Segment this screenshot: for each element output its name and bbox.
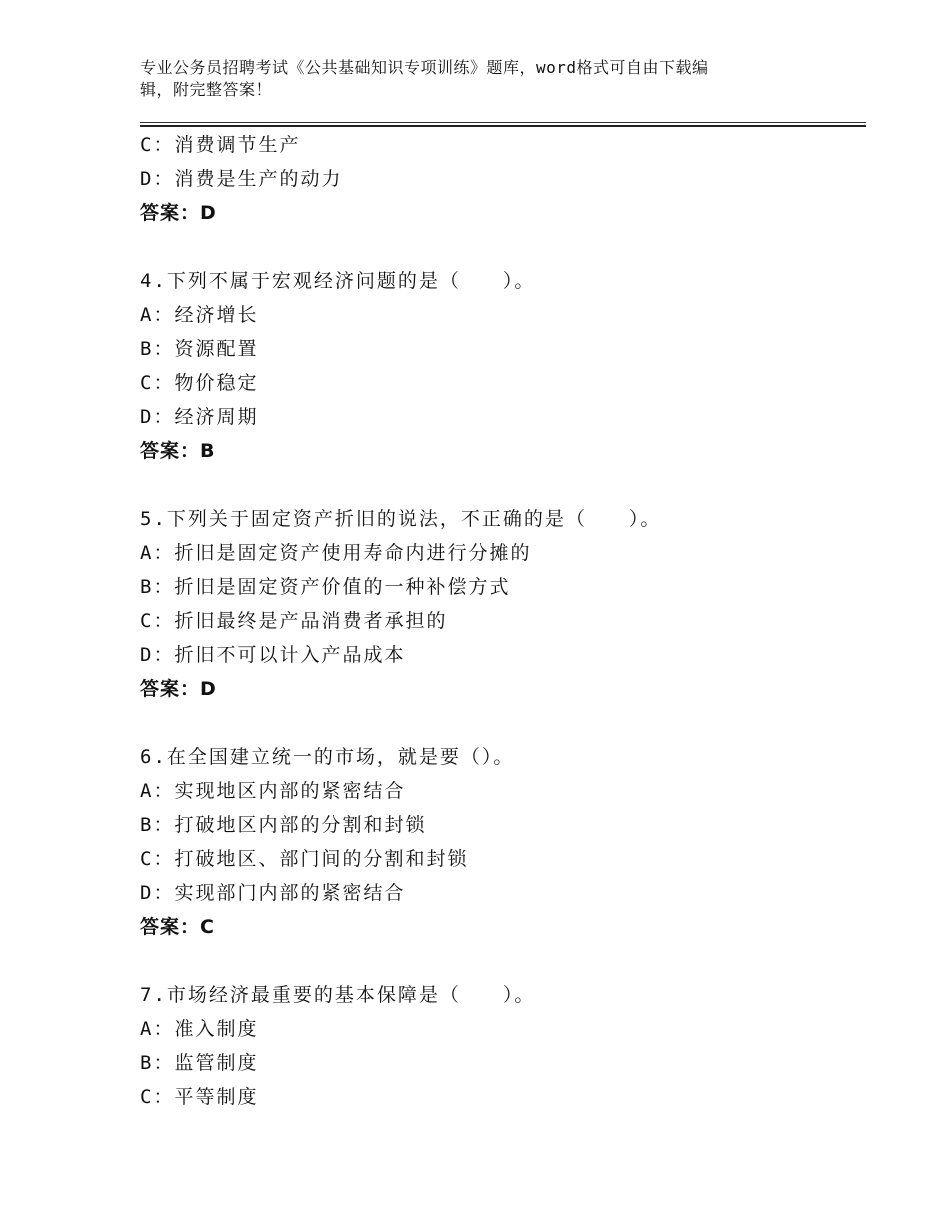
header-divider-thin (140, 122, 866, 123)
option-b: B：监管制度 (140, 1052, 259, 1074)
question-5 (140, 502, 866, 706)
option-b: B：资源配置 (140, 338, 259, 360)
answer: 答案：D (140, 678, 217, 700)
option-c: C：打破地区、部门间的分割和封锁 (140, 848, 469, 870)
option-c: C：物价稳定 (140, 372, 259, 394)
spacer (140, 706, 866, 740)
question-list (140, 128, 866, 1114)
question-4 (140, 264, 866, 468)
option-d: D：消费是生产的动力 (140, 168, 343, 190)
answer: 答案：C (140, 916, 215, 938)
question-stem: 4.下列不属于宏观经济问题的是（ ）。 (140, 270, 536, 292)
option-d: D：折旧不可以计入产品成本 (140, 644, 406, 666)
header-line-1: 专业公务员招聘考试《公共基础知识专项训练》题库，word格式可自由下载编 (140, 58, 709, 77)
header-divider-thick (140, 125, 866, 127)
option-a: A：准入制度 (140, 1018, 259, 1040)
option-d: D：实现部门内部的紧密结合 (140, 882, 406, 904)
option-b: B：折旧是固定资产价值的一种补偿方式 (140, 576, 511, 598)
question-stem: 7.市场经济最重要的基本保障是（ ）。 (140, 984, 536, 1006)
answer: 答案：D (140, 202, 217, 224)
question-stem: 6.在全国建立统一的市场，就是要（）。 (140, 746, 515, 768)
option-a: A：实现地区内部的紧密结合 (140, 780, 406, 802)
spacer (140, 944, 866, 978)
question-7 (140, 978, 866, 1114)
option-d: D：经济周期 (140, 406, 259, 428)
document-header (140, 57, 800, 101)
question-3-continuation (140, 128, 866, 230)
option-c: C：折旧最终是产品消费者承担的 (140, 610, 448, 632)
spacer (140, 230, 866, 264)
option-c: C：平等制度 (140, 1086, 259, 1108)
question-6 (140, 740, 866, 944)
spacer (140, 468, 866, 502)
option-c: C：消费调节生产 (140, 134, 301, 156)
header-line-2: 辑，附完整答案！ (140, 80, 273, 99)
question-stem: 5.下列关于固定资产折旧的说法，不正确的是（ ）。 (140, 508, 662, 530)
option-a: A：折旧是固定资产使用寿命内进行分摊的 (140, 542, 532, 564)
answer: 答案：B (140, 440, 216, 462)
option-a: A：经济增长 (140, 304, 259, 326)
option-b: B：打破地区内部的分割和封锁 (140, 814, 427, 836)
